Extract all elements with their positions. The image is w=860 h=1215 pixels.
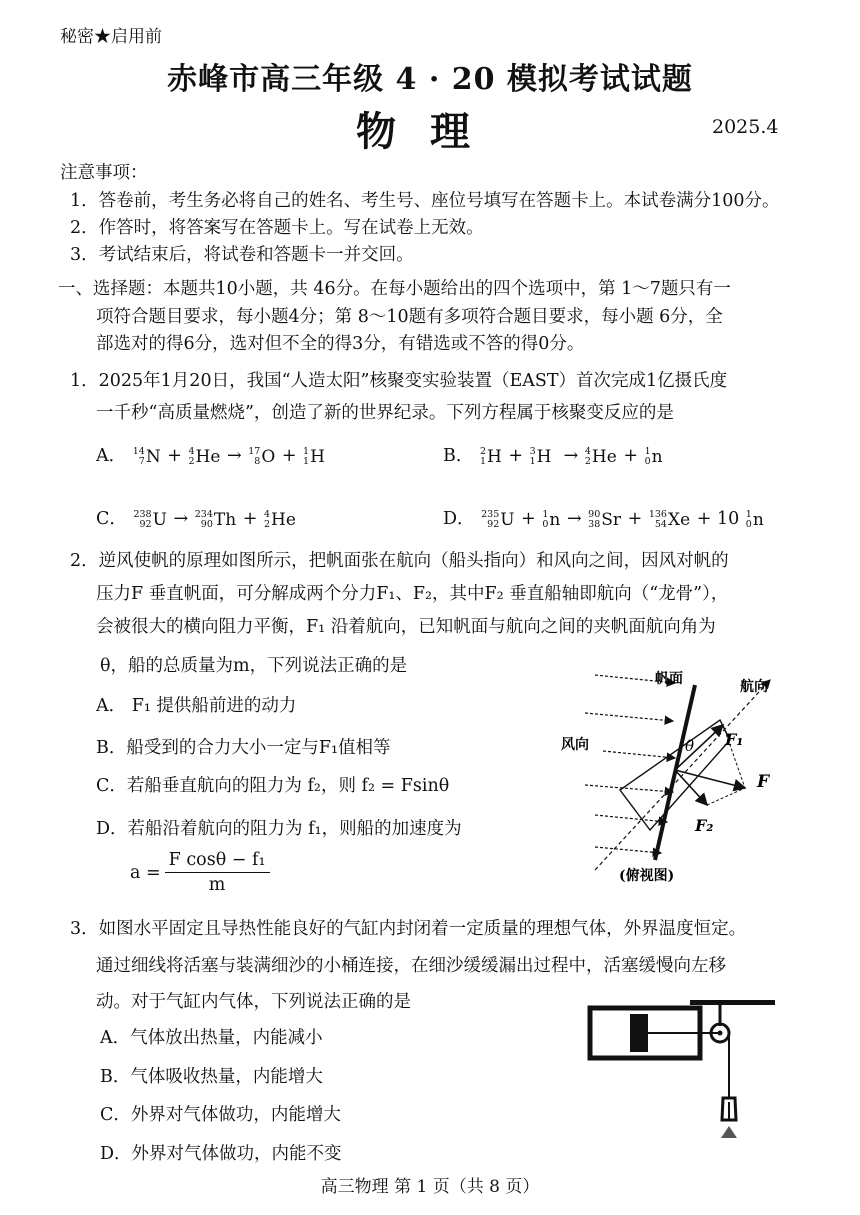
heading-axis	[595, 680, 770, 870]
label-theta: θ	[685, 737, 695, 755]
q3-line-1: 3．如图水平固定且导热性能良好的气缸内封闭着一定质量的理想气体，外界温度恒定。	[70, 919, 747, 939]
label-heading: 航向	[740, 679, 768, 695]
notice-heading: 注意事项：	[60, 163, 148, 183]
force-f2-arrow	[675, 770, 707, 805]
notice-item-3: 3．考试结束后，将试卷和答题卡一并交回。	[70, 245, 414, 265]
q3-option-b: B．气体吸收热量，内能增大	[100, 1067, 323, 1087]
section1-line-3: 部选对的得6分，选对但不全的得3分，有错选或不答的得0分。	[96, 334, 585, 354]
formula-lhs: a =	[130, 862, 161, 883]
q3-line-3: 动。对于气缸内气体，下列说法正确的是	[96, 992, 411, 1012]
label-caption: (俯视图)	[619, 868, 675, 884]
q1-option-c-label: C．	[96, 509, 127, 529]
exam-title: 赤峰市高三年级 4 · 20 模拟考试试题	[167, 62, 693, 97]
notice-item-1: 1．答卷前，考生务必将自己的姓名、考生号、座位号填写在答题卡上。本试卷满分100分。	[70, 191, 780, 211]
notice-item-2: 2．作答时，将答案写在答题卡上。写在试卷上无效。	[70, 218, 484, 238]
ceiling-support	[690, 1000, 775, 1026]
q1-option-d: D． 235 92 U + 1 0 n → 90 38 Sr + 136 54 Xe + 10 1 0 n	[443, 508, 764, 530]
cylinder-diagram	[585, 998, 785, 1148]
q1-option-a-label: A．	[96, 446, 127, 466]
label-f: F	[757, 772, 770, 792]
q2-line-1: 2．逆风使帆的原理如图所示，把帆面张在航向（船头指向）和风向之间，因风对帆的	[70, 551, 729, 571]
q3-option-c: C．外界对气体做功，内能增大	[100, 1105, 341, 1125]
q1-option-a: A． 14 7 N + 4 2 He → 17 8 O + 1 1 H	[96, 445, 325, 467]
pulley	[711, 1024, 729, 1098]
confidential-label: 秘密★启用前	[60, 27, 162, 47]
q1-line-2: 一千秒“高质量燃烧”，创造了新的世界纪录。下列方程属于核聚变反应的是	[96, 403, 674, 423]
sail-diagram	[555, 665, 815, 890]
section1-line-1: 一、选择题：本题共10小题，共 46分。在每小题给出的四个选项中，第 1～7题只有一	[58, 279, 731, 299]
q1-option-d-label: D．	[443, 509, 475, 529]
label-wind: 风向	[561, 737, 589, 753]
label-f2: F₂	[695, 816, 714, 835]
q1-option-c: C． 238 92 U → 234 90 Th + 4 2 He	[96, 508, 296, 530]
q2-line-3: 会被很大的横向阻力平衡，F₁ 沿着航向，已知帆面与航向之间的夹帆面航向角为	[96, 617, 716, 637]
q1-line-1: 1．2025年1月20日，我国“人造太阳”核聚变实验装置（EAST）首次完成1亿摄氏度	[70, 371, 728, 391]
page-footer: 高三物理 第 1 页（共 8 页）	[320, 1177, 540, 1197]
section1-line-2: 项符合题目要求，每小题4分；第 8～10题有多项符合题目要求，每小题 6分，全	[96, 307, 723, 327]
label-f1: F₁	[725, 730, 744, 749]
subject-title: 物理	[356, 108, 504, 155]
q2-option-a: A． F₁ 提供船前进的动力	[96, 696, 297, 716]
q1-option-b: B． 2 1 H + 3 1 H → 4 2 He + 1 0 n	[443, 445, 663, 467]
q2-formula	[130, 850, 270, 895]
q2-option-c: C．若船垂直航向的阻力为 f₂，则 f₂ = Fsinθ	[96, 776, 450, 796]
q2-option-d: D．若船沿着航向的阻力为 f₁，则船的加速度为	[96, 819, 462, 839]
q2-line-2: 压力F 垂直帆面，可分解成两个分力F₁、F₂，其中F₂ 垂直船轴即航向（“龙骨”），	[96, 584, 729, 604]
q2-option-b: B．船受到的合力大小一定与F₁值相等	[96, 738, 391, 758]
force-f-arrow	[675, 770, 745, 788]
sand-bucket	[721, 1098, 737, 1138]
formula-denominator: m	[208, 875, 226, 895]
q3-option-d: D．外界对气体做功，内能不变	[100, 1144, 342, 1164]
q2-line-4: θ，船的总质量为m，下列说法正确的是	[100, 656, 408, 676]
q3-option-a: A．气体放出热量，内能减小	[100, 1028, 323, 1048]
gas-cylinder	[590, 1008, 720, 1058]
exam-date: 2025.4	[712, 116, 779, 138]
formula-numerator: F cosθ − f₁	[165, 850, 270, 873]
label-sail: 帆面	[655, 671, 683, 687]
sail-line	[655, 685, 695, 860]
q1-option-b-label: B．	[443, 446, 474, 466]
q3-line-2: 通过细线将活塞与装满细沙的小桶连接，在细沙缓缓漏出过程中，活塞缓慢向左移	[96, 956, 726, 976]
